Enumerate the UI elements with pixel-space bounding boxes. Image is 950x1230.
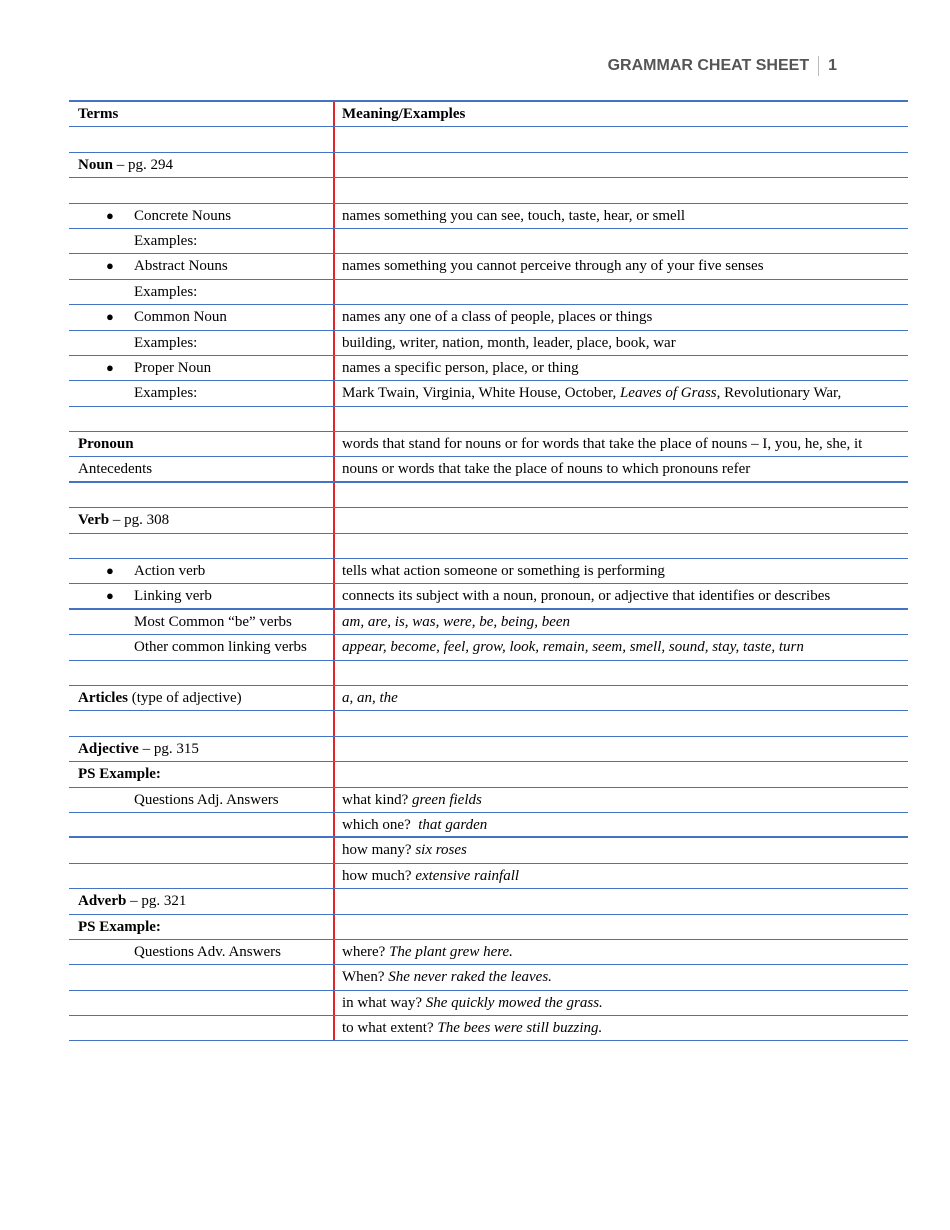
examples-label: Examples: [69,229,335,253]
meaning-abstract-nouns: names something you cannot perceive through any of your five senses [342,258,764,275]
table-row [69,331,908,356]
term-adjective: Adjective [78,740,139,757]
col-header-terms: Terms [78,106,119,122]
table-row [69,737,908,762]
examples-label: Examples: [69,331,335,355]
table-row [69,711,908,736]
adjective-answer: how much? extensive rainfall [342,867,520,884]
table-row [69,915,908,940]
adjective-ps-label: PS Example: [78,766,161,783]
bullet-icon: ● [106,359,114,375]
table-header-row [69,102,908,127]
term-pronoun: Pronoun [78,436,134,453]
table-row [69,178,908,203]
examples-label: Examples: [69,280,335,304]
page-header [608,56,837,76]
adverb-answer: to what extent? The bees were still buzzing. [342,1020,603,1037]
meaning-be-verbs: am, are, is, was, were, be, being, been [342,613,571,630]
adjective-answer: which one? that garden [342,816,488,833]
table-row [69,559,908,584]
table-row [69,813,908,838]
table-row [69,381,908,406]
table-row [69,305,908,330]
term-antecedents: Antecedents [69,457,335,480]
meaning-linking-verb: connects its subject with a noun, pronoun, or adjective that identifies or describes [342,588,831,605]
noun-page-ref: – pg. 294 [113,156,174,173]
term-verb: Verb [78,512,110,529]
examples-label: Examples: [69,381,335,405]
bullet-icon: ● [106,309,114,325]
header-divider [818,56,819,76]
table-row [69,457,908,482]
term-proper-noun: Proper Noun [134,359,212,376]
term-noun: Noun [78,156,114,173]
bullet-icon: ● [106,207,114,223]
meaning-other-linking-verbs: appear, become, feel, grow, look, remain, seem, smell, sound, stay, taste, turn [342,639,804,656]
meaning-concrete-nouns: names something you can see, touch, taste, hear, or smell [342,207,686,224]
table-row [69,254,908,279]
meaning-action-verb: tells what action someone or something is performing [342,563,665,580]
table-row [69,788,908,813]
table-row [69,838,908,863]
term-abstract-nouns: Abstract Nouns [134,258,228,275]
table-row [69,483,908,508]
adverb-questions-label: Questions Adv. Answers [69,940,335,964]
adjective-page-ref: – pg. 315 [138,740,199,757]
bullet-icon: ● [106,258,114,274]
table-row [69,940,908,965]
table-row [69,965,908,990]
page-number: 1 [828,57,837,74]
col-header-meaning: Meaning/Examples [342,106,466,122]
term-action-verb: Action verb [134,563,206,580]
table-row [69,1016,908,1041]
adjective-answer: how many? six roses [342,842,467,859]
table-row [69,508,908,533]
meaning-proper-noun: names a specific person, place, or thing [342,359,579,376]
table-row [69,661,908,686]
table-row [69,610,908,635]
table-row [69,762,908,787]
adverb-answer: where? The plant grew here. [342,943,513,960]
bullet-icon: ● [106,563,114,579]
table-row [69,356,908,381]
term-concrete-nouns: Concrete Nouns [134,207,232,224]
table-row [69,584,908,609]
grammar-table [69,100,908,1041]
table-row [69,280,908,305]
adverb-answer: in what way? She quickly mowed the grass. [342,994,603,1011]
term-linking-verb: Linking verb [134,588,212,605]
table-row [69,407,908,432]
table-row [69,889,908,914]
table-row [69,127,908,152]
verb-page-ref: – pg. 308 [109,512,170,529]
term-other-linking-verbs: Other common linking verbs [69,635,335,659]
table-row [69,153,908,178]
bullet-icon: ● [106,588,114,604]
adjective-questions-label: Questions Adj. Answers [69,788,335,812]
meaning-pronoun: words that stand for nouns or for words that take the place of nouns – I, you, he, she, it [342,436,863,453]
table-row [69,635,908,660]
term-adverb: Adverb [78,893,127,910]
table-row [69,229,908,254]
adverb-page-ref: – pg. 321 [126,893,187,910]
table-row [69,534,908,559]
examples-proper-noun: Mark Twain, Virginia, White House, October, Leaves of Grass, Revolutionary War, [342,385,842,402]
adverb-answer: When? She never raked the leaves. [342,969,552,986]
table-row [69,686,908,711]
term-articles: Articles [78,689,128,706]
table-row [69,991,908,1016]
table-row [69,204,908,229]
table-row [69,864,908,889]
term-common-noun: Common Noun [134,309,227,326]
term-be-verbs: Most Common “be” verbs [69,610,335,634]
table-row [69,432,908,457]
meaning-articles: a, an, the [342,689,398,706]
document-title: GRAMMAR CHEAT SHEET [607,57,810,74]
adjective-answer: what kind? green fields [342,791,482,808]
adverb-ps-label: PS Example: [78,918,161,935]
articles-note: (type of adjective) [127,689,242,706]
examples-common-noun: building, writer, nation, month, leader, place, book, war [342,334,676,351]
meaning-common-noun: names any one of a class of people, places or things [342,309,653,326]
meaning-antecedents: nouns or words that take the place of nouns to which pronouns refer [342,461,751,478]
